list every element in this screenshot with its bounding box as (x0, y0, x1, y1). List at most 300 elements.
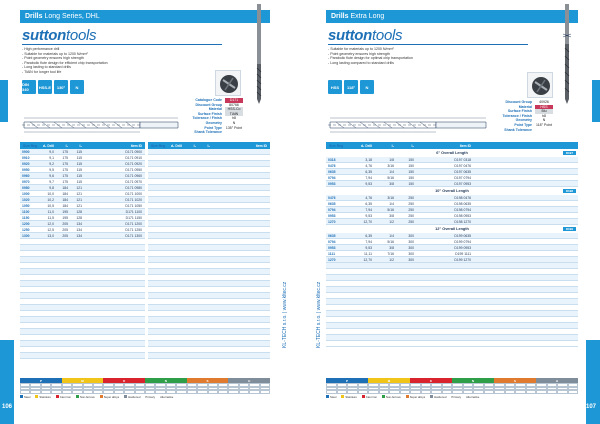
legend-cell (473, 390, 484, 394)
legend-cell (379, 390, 390, 394)
geometry-n-icon: N (70, 80, 84, 94)
legend-group: S (494, 378, 536, 383)
table-cell: 150 (408, 163, 414, 168)
legend-key-item (124, 395, 140, 399)
legend-cell (515, 390, 526, 394)
table-cell: 128 (76, 215, 82, 220)
table-cell: D171 0980 (125, 185, 142, 190)
spec-value: N (232, 120, 236, 125)
legend-cell (83, 390, 93, 394)
right-vertical-imprint (316, 281, 382, 354)
group-header (326, 225, 578, 233)
spec-label: Point Type (514, 122, 532, 127)
table-cell: 175 (62, 161, 68, 166)
table-cell: 300 (408, 257, 414, 262)
table-cell: 0476 (328, 163, 336, 168)
table-row-empty (148, 353, 270, 359)
group-rows (326, 157, 578, 187)
table-cell: 128 (76, 209, 82, 214)
legend-cell (568, 390, 579, 394)
table-cell: 184 (62, 191, 68, 196)
table-cell: 0953 (328, 213, 336, 218)
legend-note: Primary (451, 394, 462, 399)
right-table-main (326, 142, 578, 347)
legend-key-label: Super alloys (409, 394, 426, 399)
legend-cell (197, 390, 207, 394)
legend-group: N (452, 378, 494, 383)
spec-label: Discount Group (505, 100, 532, 104)
table-cell: 0900 (22, 149, 30, 154)
table-cell: 300 (408, 245, 414, 250)
table-cell: D197 0953 (454, 181, 471, 186)
table-cell: D171 0920 (125, 161, 142, 166)
table-cell: 3/16 (387, 163, 394, 168)
legend-swatch (430, 395, 433, 398)
legend-key-item (362, 395, 377, 399)
table-cell: 5/16 (387, 175, 394, 180)
spec-value: N (542, 118, 546, 123)
legend-key-label: Steel (24, 394, 31, 399)
legend-cell (547, 390, 558, 394)
spec-row (495, 128, 553, 133)
col-drill-2: d₁ Drill (171, 143, 183, 148)
table-cell: 1/4 (389, 169, 394, 174)
point-angle-icon: 118° (344, 80, 358, 94)
feature-item: - TiAlN for longer tool life (22, 69, 62, 74)
spec-value (535, 128, 553, 133)
right-header-bar (326, 10, 578, 23)
right-drill-image-vertical (560, 4, 574, 104)
legend-note: Alternative (160, 394, 174, 399)
table-cell: 1250 (22, 227, 30, 232)
table-cell: D171 0910 (125, 155, 142, 160)
right-table-header (326, 142, 578, 149)
table-cell: 1/2 (389, 257, 394, 262)
left-drill-image-vertical (252, 4, 266, 104)
logo-text-tools: tools (66, 27, 97, 44)
spec-label: Material (208, 107, 222, 112)
table-cell: 5/16 (387, 239, 394, 244)
table-cell: 9,53 (365, 245, 372, 250)
right-imprint-text: KL-TECH s.r.o. | www.kltec.cz (316, 281, 322, 348)
spec-value: HSS (535, 105, 553, 110)
table-cell: 3/16 (387, 195, 394, 200)
legend-group: N (145, 378, 187, 383)
table-cell: 0635 (328, 233, 336, 238)
table-cell: 5/16 (387, 207, 394, 212)
table-cell: 0476 (328, 195, 336, 200)
table-cell: 1/4 (389, 233, 394, 238)
left-table2-body (148, 149, 270, 359)
table-cell: 0635 (328, 201, 336, 206)
feature-item: - Long lasting compared to standard drills (328, 60, 394, 65)
table-cell: 115 (76, 149, 82, 154)
table-cell: 1111 (328, 251, 335, 256)
legend-group: P (326, 378, 368, 383)
table-cell: 3/8 (389, 245, 394, 250)
legend-cell (452, 390, 463, 394)
table-cell: 9,7 (49, 179, 54, 184)
feature-item: - Suitable for materials up to 1200 N/mm² (22, 51, 88, 56)
table-cell: 184 (62, 197, 68, 202)
geometry-n-icon: N (360, 80, 374, 94)
table-cell: D198 0635 (454, 201, 471, 206)
legend-cell (62, 390, 72, 394)
logo-text-main: sutton (22, 27, 67, 44)
legend-cell (536, 390, 547, 394)
spec-label: Tolerance / Finish (502, 113, 532, 118)
table-cell: 7,94 (365, 239, 372, 244)
legend-cell (145, 390, 155, 394)
table-cell: 175 (62, 155, 68, 160)
legend-cell (41, 390, 51, 394)
legend-swatch (406, 395, 409, 398)
left-table-main (20, 142, 145, 359)
table-cell: 115 (76, 173, 82, 178)
legend-note: Primary (145, 394, 156, 399)
legend-key-label: Non-ferrous (385, 394, 401, 399)
legend-grid-row (20, 390, 270, 394)
group-rows (326, 195, 578, 225)
table-cell: 11,11 (364, 251, 372, 256)
legend-cell (431, 390, 442, 394)
legend-cell (155, 390, 165, 394)
legend-swatch (76, 395, 79, 398)
legend-cell (337, 390, 348, 394)
group-title: 10" Overall Length (435, 189, 469, 193)
table-cell: D171 1200 (125, 221, 142, 226)
legend-group: M (368, 378, 410, 383)
legend-key-label: Super alloys (103, 394, 120, 399)
table-cell: 12,70 (363, 257, 372, 262)
legend-group: H (228, 378, 270, 383)
right-logo-underline (328, 44, 528, 45)
legend-key-item (382, 395, 401, 399)
group-header (326, 149, 578, 157)
legend-key-item (76, 395, 95, 399)
material-hss-icon: HSS (328, 80, 342, 94)
table-cell: D171 1150 (125, 215, 142, 220)
legend-key-item (35, 395, 50, 399)
legend-cell (228, 390, 238, 394)
table-cell: D198 0953 (454, 213, 471, 218)
right-material-legend (326, 378, 578, 399)
legend-cell (463, 390, 474, 394)
legend-group: P (20, 378, 62, 383)
table-cell: 9,2 (49, 161, 54, 166)
table-cell: 250 (408, 213, 414, 218)
table-cell: 3,18 (365, 157, 372, 162)
col-l1: l₁ (391, 143, 394, 148)
logo-text-main: sutton (328, 27, 373, 44)
legend-cell (442, 390, 453, 394)
col-drill: d₁ Drill (43, 143, 55, 148)
left-table-body (20, 149, 145, 359)
table-cell: D199 0953 (454, 245, 471, 250)
spec-value: 40926 (539, 100, 549, 104)
table-cell: 0794 (328, 207, 336, 212)
legend-key-label: Steel (330, 394, 337, 399)
table-cell: 150 (408, 157, 414, 162)
table-cell: D198 0794 (454, 207, 471, 212)
legend-cell (347, 390, 358, 394)
legend-key-item (326, 395, 336, 399)
table-cell: 300 (408, 233, 414, 238)
table-cell: D171 1020 (125, 197, 142, 202)
legend-swatch (56, 395, 59, 398)
table-cell: 300 (408, 239, 414, 244)
table-cell: 134 (76, 221, 82, 226)
table-row-empty (326, 341, 578, 347)
group-code-tag: D197 (563, 151, 576, 155)
col-l2: l₂ (79, 143, 82, 148)
group-rows (326, 233, 578, 263)
spec-value: h8 (232, 116, 236, 121)
table-cell: 1200 (22, 221, 30, 226)
table-cell: 3/8 (389, 213, 394, 218)
table-cell: 205 (62, 233, 68, 238)
spec-value: 118° Point (536, 122, 552, 127)
spec-label: Material (518, 104, 532, 109)
table-cell: 300 (408, 251, 414, 256)
table-cell: 6,35 (365, 169, 372, 174)
table-cell: D197 0794 (454, 175, 471, 180)
table-cell: 134 (76, 227, 82, 232)
table-cell: 115 (76, 161, 82, 166)
table-cell: 1270 (328, 219, 336, 224)
table-cell: D199 1111 (455, 251, 471, 256)
spec-value: TiAlN (225, 112, 243, 117)
table-cell: 0910 (22, 155, 30, 160)
right-spec-table (495, 100, 553, 132)
legend-key-label: Non-ferrous (79, 394, 95, 399)
table-cell: D171 0950 (125, 167, 142, 172)
legend-key-label: Cast iron (59, 394, 71, 399)
table-cell: D198 0476 (454, 195, 471, 200)
table-cell: D171 1000 (125, 191, 142, 196)
left-logo (22, 27, 96, 44)
col-size: Size Reg (329, 143, 344, 148)
legend-cell (239, 390, 249, 394)
right-features-list (328, 47, 478, 65)
table-cell: 10,5 (47, 203, 54, 208)
table-cell: 184 (62, 203, 68, 208)
legend-cell (176, 390, 186, 394)
legend-cell (526, 390, 537, 394)
table-cell: 150 (408, 181, 414, 186)
legend-cell (410, 390, 421, 394)
left-material-legend (20, 378, 270, 399)
left-page-tab (0, 340, 14, 424)
col-l2: l₂ (411, 143, 414, 148)
table-cell: 0960 (22, 173, 30, 178)
legend-cell (389, 390, 400, 394)
table-row-empty (20, 353, 145, 359)
legend-key-label: Hardened (434, 394, 447, 399)
spec-label: Discount Group (195, 102, 222, 107)
feature-item: - Suitable for materials up to 1200 N/mm² (328, 47, 394, 51)
legend-key-item (20, 395, 30, 399)
table-cell: 1000 (22, 191, 30, 196)
legend-cell (358, 390, 369, 394)
table-cell: D199 1270 (454, 257, 471, 262)
right-drill-tip-image (527, 72, 553, 98)
table-cell: 0980 (22, 185, 30, 190)
left-table-secondary (148, 142, 270, 359)
legend-cell (20, 390, 30, 394)
legend-cell (494, 390, 505, 394)
table-cell: 1/4 (389, 201, 394, 206)
table-cell: 9,1 (49, 155, 54, 160)
table-cell: 9,5 (49, 167, 54, 172)
table-cell: 175 (62, 149, 68, 154)
table-cell: 4,76 (365, 163, 372, 168)
right-section-tab (592, 80, 600, 122)
left-section-tab (0, 80, 8, 122)
legend-cell (187, 390, 197, 394)
table-cell: 205 (62, 221, 68, 226)
legend-swatch (124, 395, 127, 398)
table-cell: D197 0635 (454, 169, 471, 174)
table-cell: 250 (408, 201, 414, 206)
legend-swatch (20, 395, 23, 398)
table-cell: 10,2 (47, 197, 54, 202)
right-logo (328, 27, 402, 44)
group-title: 12" Overall Length (435, 227, 469, 231)
spec-label: Surface Finish (197, 111, 222, 116)
legend-swatch (35, 395, 38, 398)
left-drill-schematic (20, 114, 185, 136)
table-cell: 1/8 (389, 157, 394, 162)
table-cell: 1270 (328, 257, 336, 262)
table-cell: D171 1300 (125, 233, 142, 238)
spec-label: Point Type (204, 125, 222, 130)
table-cell: 12,0 (47, 221, 54, 226)
table-cell: 1300 (22, 233, 30, 238)
legend-cell (93, 390, 103, 394)
table-cell: 175 (62, 167, 68, 172)
table-cell: 250 (408, 207, 414, 212)
group-header (326, 187, 578, 195)
legend-keys (20, 395, 270, 399)
table-cell: 0953 (328, 181, 336, 186)
feature-item: - Point geometry ensures high strength (328, 51, 390, 56)
spec-label: Catalogue Code (195, 98, 222, 102)
legend-cell (114, 390, 124, 394)
table-cell: D199 0635 (454, 233, 471, 238)
legend-group: M (62, 378, 104, 383)
table-cell: 0920 (22, 161, 30, 166)
legend-key-item (56, 395, 71, 399)
table-cell: D171 1250 (125, 227, 142, 232)
legend-cell (326, 390, 337, 394)
table-cell: 175 (62, 179, 68, 184)
right-page-number: 107 (586, 404, 597, 410)
table-cell: 184 (62, 185, 68, 190)
left-imprint-text: KL-TECH s.r.o. | www.kltec.cz (282, 281, 288, 348)
legend-key-label: Stainless (39, 394, 51, 399)
legend-cell (484, 390, 495, 394)
col-size: Size Reg (23, 143, 38, 148)
feature-item: - Long lasting to standard drills (22, 65, 71, 70)
table-cell: 121 (76, 203, 82, 208)
table-cell: 7,94 (365, 175, 372, 180)
table-cell: D199 0794 (454, 239, 471, 244)
table-cell: 0318 (328, 157, 336, 162)
legend-cell (557, 390, 568, 394)
table-cell: D171 0960 (125, 173, 142, 178)
feature-item: - Point geometry ensures high strength (22, 56, 84, 61)
table-cell: 3/8 (389, 181, 394, 186)
left-header-bar (20, 10, 270, 23)
legend-swatch (341, 395, 344, 398)
legend-swatch (326, 395, 329, 398)
table-cell: 9,8 (49, 185, 54, 190)
right-header-title: Drills (331, 13, 349, 20)
legend-key-item (430, 395, 446, 399)
legend-key-label: Cast iron (365, 394, 377, 399)
legend-keys (326, 395, 578, 399)
table-cell: 134 (76, 233, 82, 238)
left-drill-tip-image (215, 70, 241, 96)
legend-group: S (187, 378, 229, 383)
table-cell: 12,70 (363, 219, 372, 224)
legend-cell (103, 390, 113, 394)
spec-label: Shank Tolerance (504, 127, 532, 132)
table-cell: 121 (76, 191, 82, 196)
legend-grid-row (326, 390, 578, 394)
legend-cell (249, 390, 259, 394)
table-cell: 205 (62, 227, 68, 232)
table-cell: 150 (408, 175, 414, 180)
table-cell: 121 (76, 185, 82, 190)
legend-key-item (341, 395, 356, 399)
legend-cell (260, 390, 270, 394)
legend-key-label: Hardened (128, 394, 141, 399)
table-cell: D171 1100 (125, 209, 142, 214)
legend-cell (208, 390, 218, 394)
legend-key-item (100, 395, 119, 399)
left-page-number: 106 (2, 404, 13, 410)
table-cell: 13,0 (47, 233, 54, 238)
spec-label: Tolerance / Finish (192, 116, 222, 121)
legend-cell (218, 390, 228, 394)
table-cell: 150 (408, 169, 414, 174)
left-icon-row (22, 80, 84, 94)
table-cell: 4,76 (365, 195, 372, 200)
col-item-2: Item ID (255, 143, 267, 148)
spec-row (185, 130, 243, 135)
right-icon-row (328, 80, 374, 94)
table-cell: 6,35 (365, 201, 372, 206)
table-cell: D171 1050 (125, 203, 142, 208)
table-cell: 0794 (328, 239, 336, 244)
table-cell: 9,53 (365, 213, 372, 218)
spec-value: h8 (542, 113, 546, 118)
right-page-tab (586, 340, 600, 424)
table-cell: 195 (62, 215, 68, 220)
table-cell: 0953 (328, 245, 336, 250)
table-cell: 121 (76, 197, 82, 202)
legend-cell (368, 390, 379, 394)
feature-item: - Parabolic flute design for efficient chip transportation (22, 60, 108, 65)
left-logo-underline (22, 44, 222, 45)
legend-group: K (410, 378, 452, 383)
legend-cell (30, 390, 40, 394)
col-drill: d₁ Drill (360, 143, 372, 148)
spec-value: Blu (535, 109, 553, 114)
legend-swatch (382, 395, 385, 398)
